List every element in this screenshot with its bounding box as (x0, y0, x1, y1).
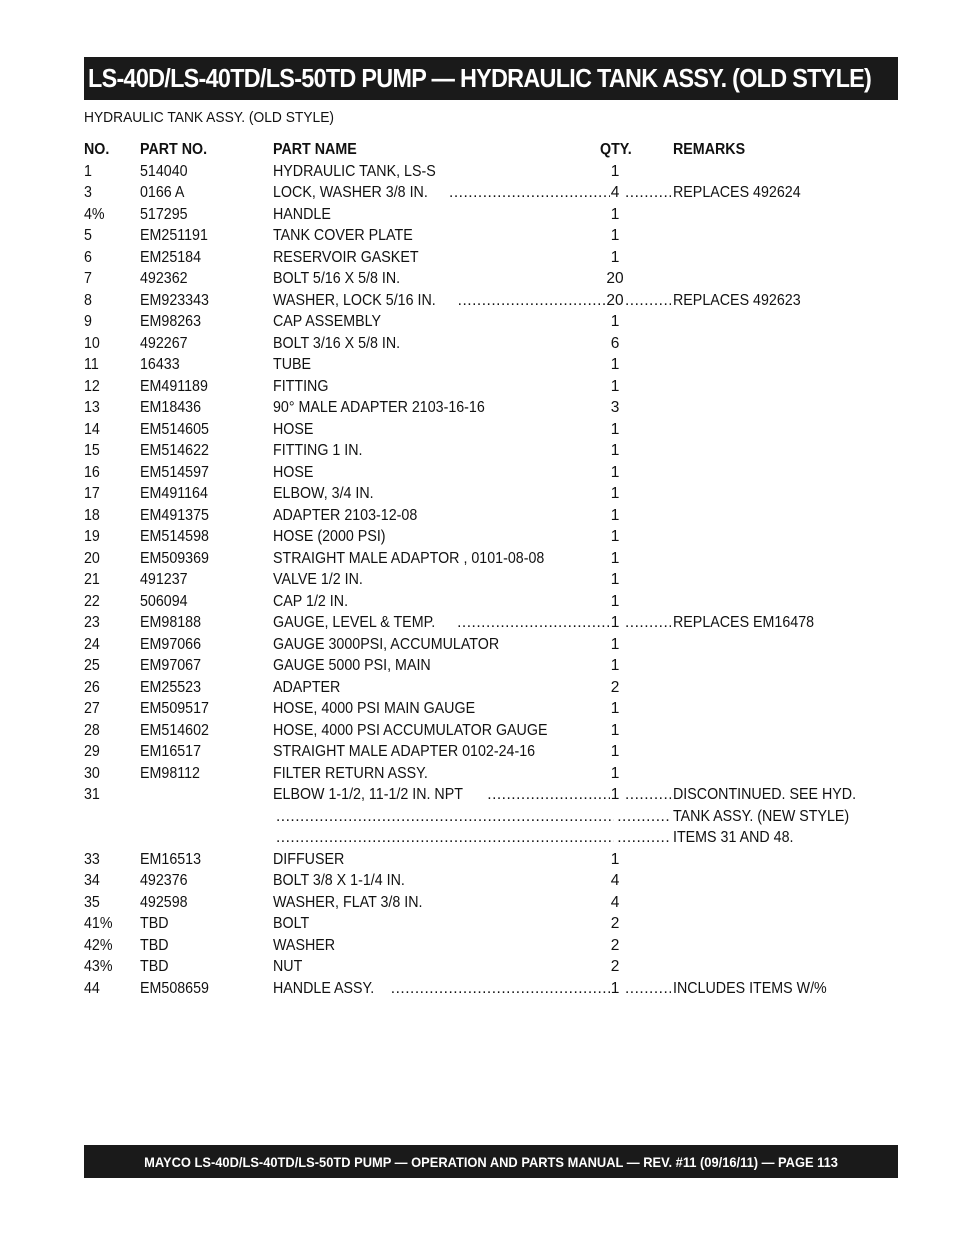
leader-dots (625, 182, 671, 204)
remarks: DISCONTINUED. SEE HYD. (673, 786, 857, 803)
table-row (84, 698, 884, 720)
part-no: 492267 (140, 334, 188, 352)
part-name: BOLT (273, 915, 310, 932)
part-name: WASHER, LOCK 5/16 IN. ..... (273, 290, 612, 312)
part-no: EM491375 (140, 506, 209, 524)
part-name: HOSE, 4000 PSI ACCUMULATOR GAUGE (273, 721, 548, 739)
part-no: EM509517 (140, 700, 209, 717)
part-name: HOSE (273, 463, 314, 481)
part-name: STRAIGHT MALE ADAPTOR , 0101-08-08 (273, 549, 545, 567)
qty: 1 (610, 592, 620, 610)
qty: 1 (610, 571, 620, 588)
qty: 1 (610, 506, 620, 524)
part-no: EM491164 (140, 485, 208, 502)
table-row (84, 741, 884, 763)
item-no: 11 (84, 356, 99, 373)
item-no: 16 (84, 463, 100, 481)
table-row (84, 849, 884, 871)
qty: 2 (610, 936, 620, 954)
item-no: 4% (84, 205, 105, 223)
part-no: EM16513 (140, 850, 202, 868)
table-row (84, 892, 884, 914)
page-title: LS-40D/LS-40TD/LS-50TD PUMP — HYDRAULIC TANK ASSY. (OLD STYLE) (88, 63, 872, 93)
item-no: 20 (84, 549, 100, 567)
part-name: TANK COVER PLATE (273, 227, 413, 244)
part-name: ELBOW, 3/4 IN. (273, 485, 374, 502)
item-no: 22 (84, 592, 100, 610)
table-row (84, 870, 884, 892)
table-row (84, 204, 884, 226)
item-no: 31 (84, 786, 100, 803)
part-no: EM514622 (140, 442, 209, 459)
table-row (84, 784, 884, 806)
table-row (84, 440, 884, 462)
part-name: FILTER RETURN ASSY. (273, 764, 428, 782)
table-row (84, 268, 884, 290)
table-row (84, 720, 884, 742)
part-name: BOLT 3/8 X 1-1/4 IN. (273, 872, 405, 889)
leader-dots (625, 978, 671, 1000)
header-no: NO. (84, 141, 110, 158)
qty (600, 806, 630, 828)
remarks: TANK ASSY. (NEW STYLE) (673, 807, 850, 825)
table-row (84, 677, 884, 699)
part-no: EM514597 (140, 463, 209, 481)
part-no: EM25184 (140, 248, 202, 266)
header-qty: QTY. (600, 141, 632, 158)
item-no: 5 (84, 227, 92, 244)
item-no: 17 (84, 485, 100, 502)
part-name: BOLT 3/16 X 5/8 IN. (273, 334, 401, 352)
qty (600, 827, 630, 849)
table-row (84, 935, 884, 957)
part-name: CAP ASSEMBLY (273, 313, 382, 330)
table-row (84, 956, 884, 978)
part-no: EM25523 (140, 678, 202, 696)
qty: 1 (610, 721, 620, 739)
item-no: 34 (84, 872, 100, 889)
remarks: ITEMS 31 AND 48. (673, 829, 794, 846)
table-row (84, 161, 884, 183)
qty: 20 (606, 270, 624, 287)
qty: 1 (610, 227, 620, 244)
part-name: FITTING 1 IN. (273, 442, 363, 459)
part-name: RESERVOIR GASKET (273, 248, 419, 266)
item-no: 19 (84, 528, 100, 545)
part-name: TUBE (273, 356, 312, 373)
item-no: 27 (84, 700, 100, 717)
table-row (84, 526, 884, 548)
table-row (84, 913, 884, 935)
table-row (84, 290, 884, 312)
item-no: 44 (84, 979, 100, 997)
qty: 1 (610, 850, 620, 868)
header-part-no: PART NO. (140, 141, 208, 158)
part-name (273, 827, 610, 849)
item-no: 3 (84, 184, 92, 201)
item-no: 13 (84, 399, 100, 416)
part-no: TBD (140, 936, 169, 954)
part-no: EM251191 (140, 227, 208, 244)
parts-table (84, 139, 884, 999)
qty: 1 (610, 700, 620, 717)
part-no: EM98263 (140, 313, 202, 330)
part-no: 514040 (140, 162, 188, 180)
part-name: DIFFUSER (273, 850, 345, 868)
part-no: EM923343 (140, 291, 209, 309)
table-row (84, 419, 884, 441)
part-name: BOLT 5/16 X 5/8 IN. (273, 270, 401, 287)
part-no: 492362 (140, 270, 188, 287)
table-body (84, 161, 884, 1000)
qty: 1 (610, 162, 620, 180)
part-no: TBD (140, 958, 169, 975)
part-no: 492376 (140, 872, 188, 889)
qty: 1 (610, 485, 620, 502)
qty: 4 (610, 184, 620, 201)
table-row (84, 978, 884, 1000)
part-name: FITTING (273, 377, 329, 395)
part-no: 492598 (140, 893, 188, 911)
table-row (84, 505, 884, 527)
leader-dots (625, 784, 671, 806)
part-name: WASHER, FLAT 3/8 IN. (273, 893, 423, 911)
qty: 3 (610, 399, 620, 416)
remarks: REPLACES 492624 (673, 184, 801, 201)
table-row (84, 462, 884, 484)
qty: 1 (610, 549, 620, 567)
part-no: 16433 (140, 356, 180, 373)
part-no: EM509369 (140, 549, 209, 567)
qty: 2 (610, 958, 620, 975)
part-no: 517295 (140, 205, 188, 223)
table-row (84, 376, 884, 398)
item-no: 18 (84, 506, 100, 524)
item-no: 1 (84, 162, 92, 180)
table-row (84, 763, 884, 785)
part-no: 0166 A (140, 184, 185, 201)
table-row (84, 333, 884, 355)
part-name: ADAPTER 2103-12-08 (273, 506, 418, 524)
part-no: EM491189 (140, 377, 208, 395)
qty: 20 (606, 291, 624, 309)
part-name: HOSE, 4000 PSI MAIN GAUGE (273, 700, 476, 717)
item-no: 24 (84, 635, 100, 653)
qty: 1 (610, 764, 620, 782)
qty: 1 (610, 786, 620, 803)
item-no: 35 (84, 893, 100, 911)
part-no: EM98112 (140, 764, 200, 782)
item-no: 33 (84, 850, 100, 868)
item-no: 9 (84, 313, 92, 330)
qty: 4 (610, 893, 620, 911)
header-remarks: REMARKS (673, 141, 746, 158)
part-name: NUT (273, 958, 303, 975)
item-no: 28 (84, 721, 100, 739)
part-no: EM514605 (140, 420, 209, 438)
part-name: GAUGE 5000 PSI, MAIN (273, 657, 431, 674)
table-row (84, 247, 884, 269)
item-no: 43% (84, 958, 113, 975)
page-footer-bar (84, 1145, 898, 1178)
table-row (84, 225, 884, 247)
part-name: ADAPTER (273, 678, 341, 696)
part-no: EM16517 (140, 743, 202, 760)
part-name: GAUGE, LEVEL & TEMP. ..... (273, 612, 612, 634)
part-name: STRAIGHT MALE ADAPTER 0102-24-16 (273, 743, 536, 760)
part-name: HYDRAULIC TANK, LS-S (273, 162, 436, 180)
part-name: 90° MALE ADAPTER 2103-16-16 (273, 399, 485, 416)
item-no: 23 (84, 614, 100, 631)
qty: 1 (610, 635, 620, 653)
table-row (84, 311, 884, 333)
header-part-name: PART NAME (273, 141, 357, 158)
part-no: EM97066 (140, 635, 202, 653)
item-no: 10 (84, 334, 100, 352)
remarks: REPLACES EM16478 (673, 614, 815, 631)
item-no: 29 (84, 743, 100, 760)
part-name: HOSE (273, 420, 314, 438)
item-no: 14 (84, 420, 100, 438)
qty: 1 (610, 377, 620, 395)
table-row (84, 655, 884, 677)
qty: 1 (610, 442, 620, 459)
qty: 1 (610, 313, 620, 330)
part-name: VALVE 1/2 IN. (273, 571, 363, 588)
item-no: 8 (84, 291, 92, 309)
table-row (84, 182, 884, 204)
item-no: 7 (84, 270, 92, 287)
item-no: 15 (84, 442, 100, 459)
table-row (84, 591, 884, 613)
qty: 4 (610, 872, 620, 889)
item-no: 25 (84, 657, 100, 674)
qty: 2 (610, 915, 620, 932)
item-no: 21 (84, 571, 100, 588)
part-name: HANDLE (273, 205, 331, 223)
qty: 1 (610, 528, 620, 545)
part-name: CAP 1/2 IN. (273, 592, 349, 610)
table-row (84, 397, 884, 419)
part-no: 506094 (140, 592, 188, 610)
part-no: EM508659 (140, 979, 209, 997)
qty: 1 (610, 420, 620, 438)
leader-dots (625, 612, 671, 634)
qty: 1 (610, 657, 620, 674)
table-row (84, 354, 884, 376)
item-no: 42% (84, 936, 113, 954)
part-name: GAUGE 3000PSI, ACCUMULATOR (273, 635, 500, 653)
page-title-bar (84, 57, 898, 100)
part-name: ELBOW 1-1/2, 11-1/2 IN. NPT ..... (273, 784, 612, 806)
part-no: TBD (140, 915, 169, 932)
qty: 1 (610, 248, 620, 266)
table-row (84, 827, 884, 849)
qty: 2 (610, 678, 620, 696)
part-no: EM514602 (140, 721, 209, 739)
table-row (84, 548, 884, 570)
part-no: EM514598 (140, 528, 209, 545)
qty: 1 (610, 743, 620, 760)
table-row (84, 483, 884, 505)
part-no: 491237 (140, 571, 188, 588)
table-row (84, 569, 884, 591)
table-row (84, 634, 884, 656)
qty: 1 (610, 979, 620, 997)
part-name: HANDLE ASSY. ..... (273, 978, 612, 1000)
page-footer: MAYCO LS-40D/LS-40TD/LS-50TD PUMP — OPERATION AND PARTS MANUAL — REV. #11 (09/16/11) — PAGE 113 (144, 1153, 838, 1170)
part-no: EM97067 (140, 657, 202, 674)
qty: 1 (610, 614, 620, 631)
section-subtitle: HYDRAULIC TANK ASSY. (OLD STYLE) (84, 109, 335, 126)
qty: 1 (610, 463, 620, 481)
item-no: 12 (84, 377, 100, 395)
table-row (84, 612, 884, 634)
item-no: 41% (84, 915, 113, 932)
part-name: WASHER (273, 936, 336, 954)
table-header (84, 139, 884, 161)
item-no: 30 (84, 764, 100, 782)
part-name: LOCK, WASHER 3/8 IN. ..... (273, 182, 612, 204)
remarks: INCLUDES ITEMS W/% (673, 979, 827, 997)
qty: 1 (610, 205, 620, 223)
qty: 1 (610, 356, 620, 373)
part-name (273, 806, 610, 828)
table-row (84, 806, 884, 828)
part-no: EM98188 (140, 614, 202, 631)
qty: 6 (610, 334, 620, 352)
part-name: HOSE (2000 PSI) (273, 528, 386, 545)
remarks: REPLACES 492623 (673, 291, 801, 309)
part-no: EM18436 (140, 399, 202, 416)
item-no: 6 (84, 248, 92, 266)
leader-dots (625, 290, 671, 312)
item-no: 26 (84, 678, 100, 696)
